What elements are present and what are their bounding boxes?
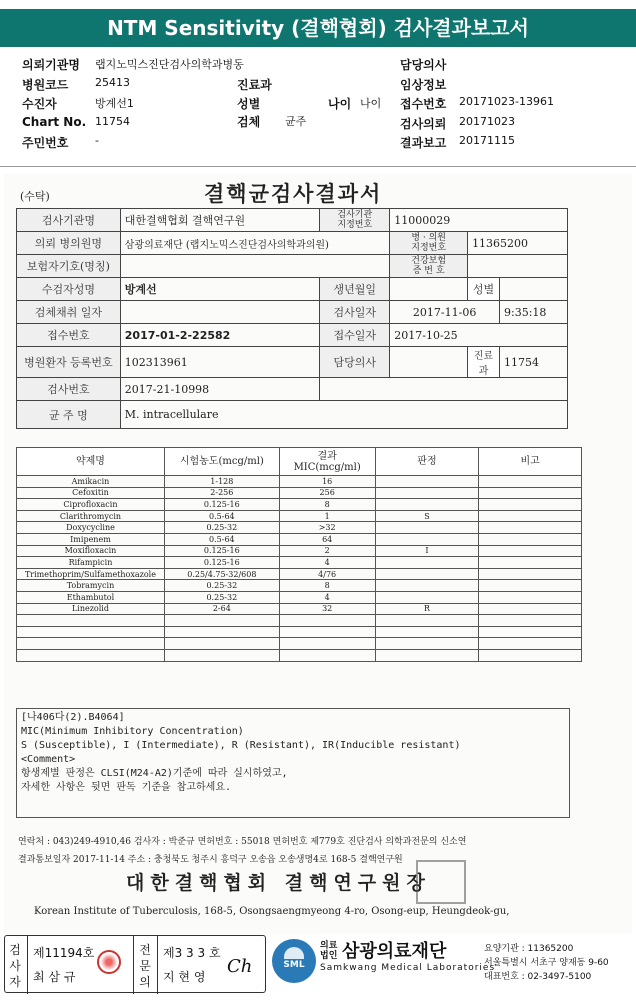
header-mic: 결과 MIC(mcg/ml) [279,448,375,476]
footer-date-address: 결과통보일자 2017-11-14 주소 : 충청북도 청주시 흥덕구 오송읍 오송생명4로 168-5 결핵연구원 [18,855,403,865]
concentration-cell: 0.125-16 [164,545,279,557]
concentration-cell [164,649,279,661]
drug-name-cell: Cefoxitin [17,487,165,499]
table-row [17,510,582,522]
strain-value: M. intracellulare [120,401,567,429]
label-chart-no: Chart No. [22,115,87,129]
test-date-value: 2017-11-06 [390,301,500,324]
remarks-cell [479,591,582,603]
concentration-cell [164,638,279,650]
drug-susceptibility-table [16,447,582,662]
concentration-cell: 0.125-16 [164,499,279,511]
value-receipt-no: 20171023-13961 [459,95,554,108]
divider [27,936,28,994]
mic-cell: 256 [279,487,375,499]
value-requesting-org: 랩지노믹스진단검사의학과병동 [95,58,244,71]
scanned-result-document [4,174,632,934]
patient-label: 수검자성명 [17,278,121,301]
label-test-request: 검사의뢰 [400,117,447,131]
value-test-request: 20171023 [459,115,515,128]
mic-cell [279,615,375,627]
table-row [17,568,582,580]
concentration-cell: 0.5-64 [164,533,279,545]
report-title-banner: NTM Sensitivity (결핵협회) 검사결과보고서 [0,9,636,47]
interpretation-cell [375,487,479,499]
insurance-value [120,255,389,278]
interpretation-cell: S [375,510,479,522]
remarks-cell [479,626,582,638]
interpretation-cell: I [375,545,479,557]
concentration-cell: 0.25-32 [164,580,279,592]
official-seal-stamp [416,860,466,904]
label-specimen: 검체 [237,115,261,129]
drug-name-cell: Linezolid [17,603,165,615]
org-address: 서울특별시 서초구 양재동 9-60 [484,958,609,968]
health-no-value [468,255,568,278]
header-drug: 약제명 [17,448,165,476]
value-patient: 방계선1 [95,97,134,110]
remarks-cell [479,499,582,511]
drug-name-cell: Trimethoprim/Sulfamethoxazole [17,568,165,580]
concentration-cell [164,615,279,627]
concentration-cell: 0.25/4.75-32/608 [164,568,279,580]
remarks-cell [479,533,582,545]
label-doctor: 담당의사 [400,58,447,72]
interpretation-cell [375,522,479,534]
info-divider [0,166,636,167]
institute-name-korean: 대한결핵협회 결핵연구원장 [126,872,431,894]
specialist-license: 제3 3 3 호 [163,946,221,960]
birth-label: 생년월일 [320,278,390,301]
label-age: 나이 [328,97,352,111]
specialist-name: 지 현 영 [163,970,206,984]
table-row [17,603,582,615]
interpretation-cell [375,533,479,545]
note-line: 항생제별 판정은 CLSI(M24-A2)기준에 따라 실시하였고, [21,768,288,779]
label-requesting-org: 의뢰기관명 [22,58,80,72]
test-date-label: 검사일자 [320,301,390,324]
collect-date-value [120,301,320,324]
value-result-report: 20171115 [459,134,515,147]
value-chart-no: 11754 [95,115,130,128]
birth-value [390,278,468,301]
interpretation-cell [375,580,479,592]
drug-name-cell [17,649,165,661]
receipt-date-label: 접수일자 [320,324,390,347]
value-resident-no: - [95,134,99,147]
label-hospital-code: 병원코드 [22,78,69,92]
remarks-cell [479,487,582,499]
mic-cell: >32 [279,522,375,534]
remarks-cell [479,638,582,650]
remarks-cell [479,522,582,534]
table-row [17,591,582,603]
drug-name-cell: Ciprofloxacin [17,499,165,511]
drug-name-cell: Amikacin [17,476,165,488]
mic-cell: 4/76 [279,568,375,580]
collect-date-label: 검체채취 일자 [17,301,121,324]
drug-name-cell: Imipenem [17,533,165,545]
exam-no-label: 검사번호 [17,378,121,401]
req-org-value: 삼광의료재단 (랩지노믹스진단검사의학과의원) [120,232,389,255]
exam-no-blank [320,378,568,401]
table-row [17,522,582,534]
hosp-no-value: 11365200 [468,232,568,255]
report-info-panel [0,50,636,168]
institute-name-english: Korean Institute of Tuberculosis, 168-5, Osongsaengmyeong 4-ro, Osong-eup, Heungdeok-gu, [34,906,510,917]
org-type-label: 의료 법인 [320,941,338,961]
concentration-cell: 1-128 [164,476,279,488]
org-name-english: Samkwang Medical Laboratories [320,963,496,973]
health-no-label: 건강보험 증 번 호 [390,255,468,278]
interpretation-cell [375,568,479,580]
sex-label: 성별 [468,278,500,301]
doctor-value [390,347,468,378]
document-title: 결핵균검사결과서 [204,182,383,206]
reg-no-value: 102313961 [120,347,320,378]
dept-value: 11754 [500,347,568,378]
drug-name-cell [17,638,165,650]
label-clinical-info: 임상정보 [400,78,447,92]
patient-info-table [16,208,568,429]
remarks-cell [479,580,582,592]
exam-org-no-label: 검사기관 지정번호 [320,209,390,232]
value-age: 나이 [360,97,382,110]
footer-signature-bar [0,935,636,1000]
patient-value: 방계선 [120,278,320,301]
interpretation-cell [375,591,479,603]
agency-code: 요양기관 : 11365200 [484,944,574,954]
exam-no-value: 2017-21-10998 [120,378,320,401]
exam-org-no-value: 11000029 [390,209,568,232]
tester-seal-stamp [97,950,121,974]
interpretation-cell: R [375,603,479,615]
consignment-label: (수탁) [20,190,50,203]
vertical-label-tester: 검 사 자 [9,943,21,989]
remarks-cell [479,557,582,569]
table-row [17,649,582,661]
mic-cell: 4 [279,557,375,569]
mic-cell [279,638,375,650]
drug-name-cell: Doxycycline [17,522,165,534]
value-specimen: 균주 [285,115,307,128]
concentration-cell: 2-64 [164,603,279,615]
concentration-cell: 0.25-32 [164,522,279,534]
exam-org-value: 대한결핵협회 결핵연구원 [120,209,320,232]
remarks-cell [479,568,582,580]
note-line: S (Susceptible), I (Intermediate), R (Resistant), IR(Inducible resistant) [21,740,461,751]
concentration-cell [164,626,279,638]
table-row [17,626,582,638]
strain-label: 균 주 명 [17,401,121,429]
receipt-label: 접수번호 [17,324,121,347]
samkwang-logo-icon: SML [272,939,316,983]
divider [133,936,134,994]
concentration-cell: 0.125-16 [164,557,279,569]
mic-cell [279,626,375,638]
vertical-label-specialist: 전 문 의 [139,943,151,989]
remarks-cell [479,476,582,488]
table-row [17,615,582,627]
drug-name-cell: Clarithromycin [17,510,165,522]
mic-cell: 1 [279,510,375,522]
label-patient: 수진자 [22,97,57,111]
req-org-label: 의뢰 병의원명 [17,232,121,255]
interpretation-cell [375,626,479,638]
test-time-value: 9:35:18 [500,301,568,324]
doctor-label: 담당의사 [320,347,390,378]
table-row [17,487,582,499]
receipt-date-value: 2017-10-25 [390,324,568,347]
mic-cell: 8 [279,580,375,592]
table-row [17,499,582,511]
interpretation-cell [375,615,479,627]
remarks-cell [479,615,582,627]
remarks-cell [479,603,582,615]
concentration-cell: 2-256 [164,487,279,499]
interpretation-cell [375,638,479,650]
tester-name: 최 삼 규 [33,970,76,984]
mic-cell: 64 [279,533,375,545]
signature-box [4,935,266,993]
remarks-cell [479,649,582,661]
remarks-cell [479,545,582,557]
label-result-report: 결과보고 [400,136,447,150]
drug-name-cell: Moxifloxacin [17,545,165,557]
drug-name-cell [17,615,165,627]
mic-cell: 8 [279,499,375,511]
note-line: <Comment> [21,754,76,765]
label-receipt-no: 접수번호 [400,97,447,111]
concentration-cell: 0.25-32 [164,591,279,603]
sex-value [500,278,568,301]
note-line: MIC(Minimum Inhibitory Concentration) [21,726,244,737]
table-row [17,545,582,557]
header-concentration: 시험농도(mcg/ml) [164,448,279,476]
interpretation-cell [375,499,479,511]
tester-license: 제11194호 [33,946,95,960]
notes-box [16,708,570,818]
header-interpretation: 판정 [375,448,479,476]
drug-name-cell: Ethambutol [17,591,165,603]
org-name: 삼광의료재단 [342,941,447,962]
header-remarks: 비고 [479,448,582,476]
mic-cell [279,649,375,661]
mic-cell: 4 [279,591,375,603]
specialist-signature: Ch [227,956,253,977]
dept-label: 진료과 [468,347,500,378]
label-sex: 성별 [237,97,261,111]
note-line: [나406다(2).B4064] [21,712,125,723]
note-line: 자세한 사항은 뒷면 판독 기준을 참고하세요. [21,782,232,793]
table-row [17,476,582,488]
value-hospital-code: 25413 [95,76,130,89]
org-phone: 대표번호 : 02-3497-5100 [484,972,592,982]
table-row [17,533,582,545]
drug-name-cell: Rifampicin [17,557,165,569]
mic-cell: 32 [279,603,375,615]
mic-cell: 2 [279,545,375,557]
drug-name-cell: Tobramycin [17,580,165,592]
interpretation-cell [375,557,479,569]
hosp-no-label: 병 · 의원 지정번호 [390,232,468,255]
drug-name-cell [17,626,165,638]
table-row [17,557,582,569]
footer-contact: 연락처 : 043)249-4910,46 검사자 : 박준규 면허번호 : 55018 면허번호 제779호 진단검사 의학과전문의 신소연 [18,837,467,847]
mic-cell: 16 [279,476,375,488]
interpretation-cell [375,476,479,488]
table-row [17,580,582,592]
receipt-value: 2017-01-2-22582 [120,324,320,347]
label-resident-no: 주민번호 [22,136,69,150]
interpretation-cell [375,649,479,661]
concentration-cell: 0.5-64 [164,510,279,522]
exam-org-label: 검사기관명 [17,209,121,232]
table-row [17,638,582,650]
remarks-cell [479,510,582,522]
insurance-label: 보험자기호(명칭) [17,255,121,278]
reg-no-label: 병원환자 등록번호 [17,347,121,378]
label-department: 진료과 [237,78,272,92]
divider [157,936,158,994]
